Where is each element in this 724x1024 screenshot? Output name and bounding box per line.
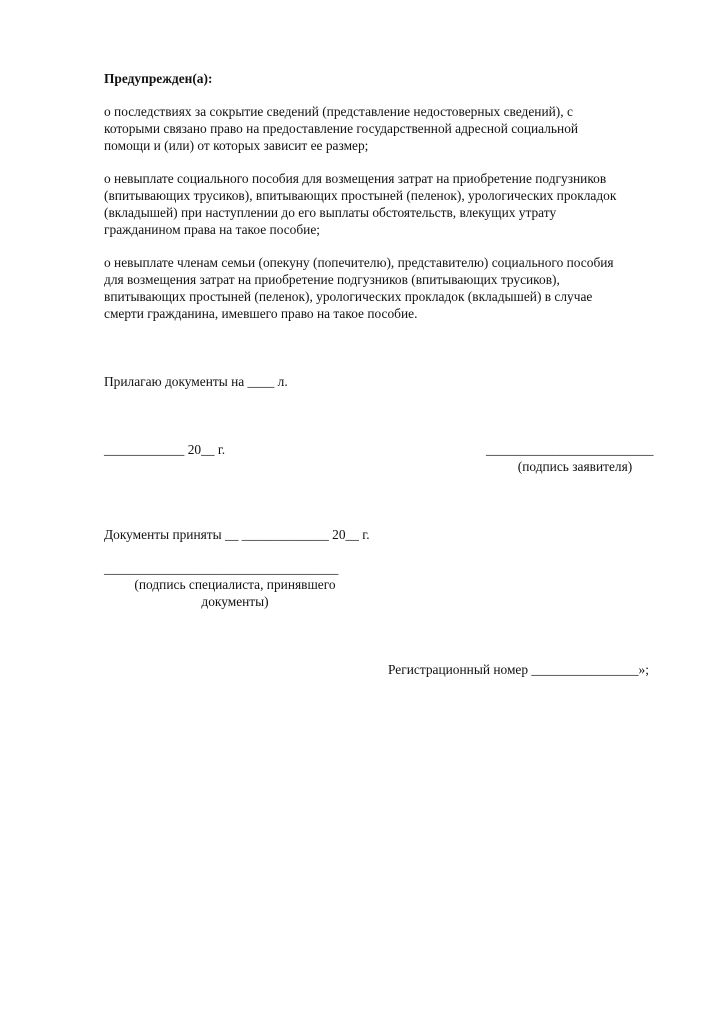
attachments-line: Прилагаю документы на ____ л. [104, 374, 288, 389]
caption-line: документы) [201, 594, 269, 609]
paragraph-line: смерти гражданина, имевшего право на такое пособие. [104, 306, 418, 321]
heading: Предупрежден(а): [104, 71, 213, 86]
date-line: ____________ 20__ г. [104, 442, 226, 457]
paragraph-line: о невыплате членам семьи (опекуну (попечителю), представителю) социального пособия [104, 255, 614, 270]
specialist-signature-line: ___________________________________ [104, 561, 339, 576]
documents-accepted-line: Документы приняты __ _____________ 20__ г. [104, 527, 370, 542]
paragraph-line: гражданином права на такое пособие; [104, 222, 321, 237]
paragraph-line: (впитывающих трусиков), впитывающих простыней (пеленок), урологических прокладок [104, 188, 617, 203]
paragraph-line: (вкладышей) при наступлении до его выплаты обстоятельств, влекущих утрату [104, 205, 557, 220]
applicant-signature-line: _________________________ [486, 442, 654, 457]
paragraph-line: впитывающих простыней (пеленок), урологических прокладок (вкладышей) в случае [104, 289, 593, 304]
paragraph-line: помощи и (или) от которых зависит ее размер; [104, 138, 369, 153]
paragraph-line: о невыплате социального пособия для возмещения затрат на приобретение подгузников [104, 171, 607, 186]
applicant-signature-caption: (подпись заявителя) [517, 459, 633, 474]
caption-line: (подпись специалиста, принявшего [134, 577, 336, 592]
paragraph-line: для возмещения затрат на приобретение подгузников (впитывающих трусиков), [104, 272, 560, 287]
paragraph-line: которыми связано право на предоставление государственной адресной социальной [104, 121, 579, 136]
paragraph-line: о последствиях за сокрытие сведений (представление недостоверных сведений), с [104, 104, 573, 119]
registration-number-line: Регистрационный номер ________________»; [388, 662, 649, 677]
